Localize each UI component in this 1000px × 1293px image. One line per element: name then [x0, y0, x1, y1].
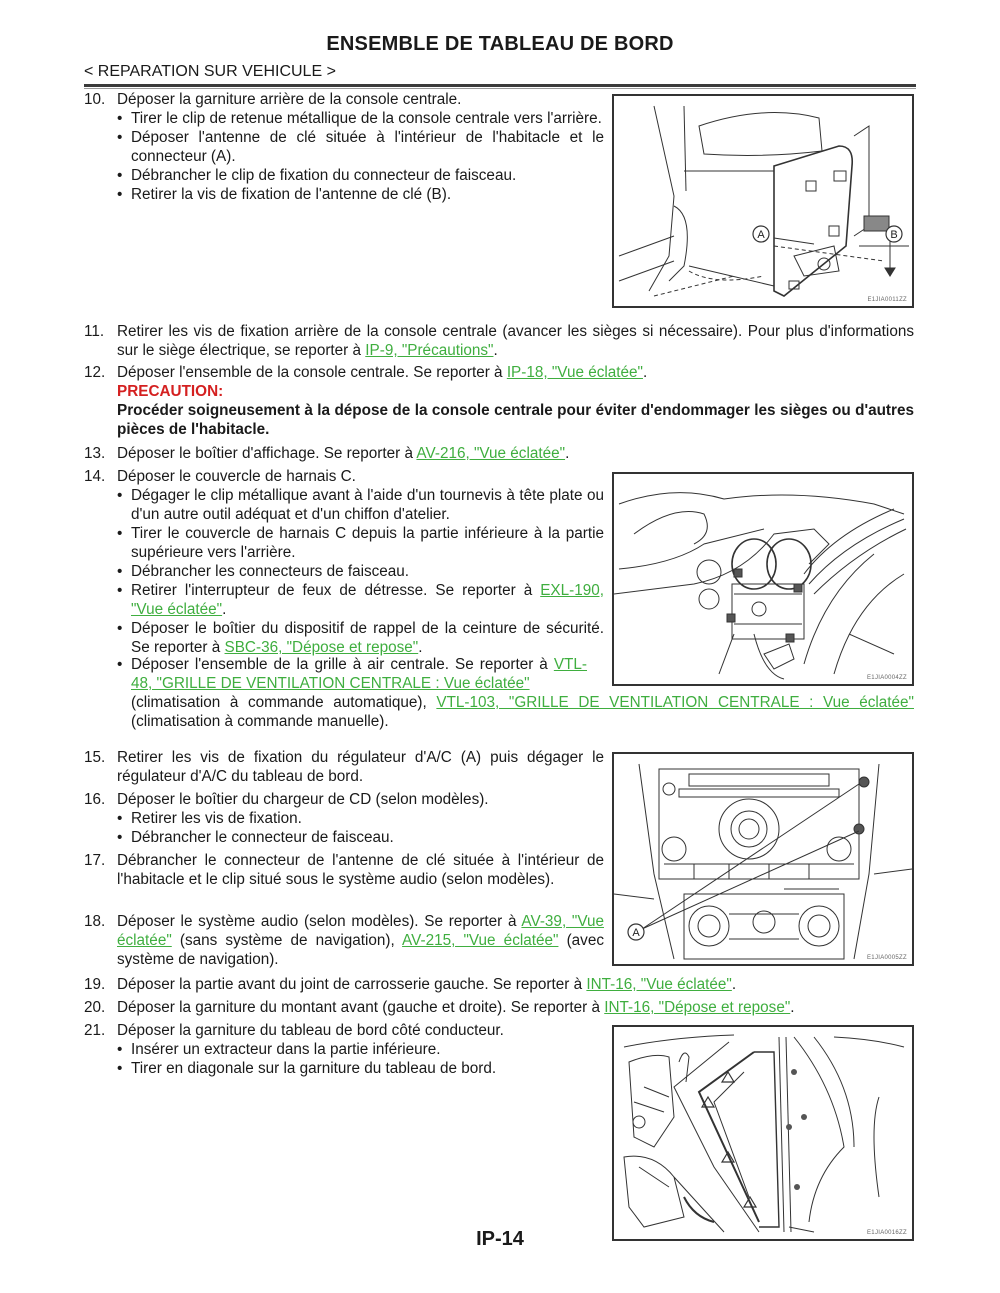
step-11	[84, 322, 914, 360]
svg-text:A: A	[632, 927, 640, 939]
step-text: Déposer la garniture du tableau de bord côté conducteur.	[117, 1022, 504, 1039]
step-text: Déposer le boîtier d'affichage. Se reporter à	[117, 445, 417, 462]
driver-trim-illustration	[614, 1027, 912, 1239]
punct: .	[642, 364, 648, 381]
step-text: Retirer les vis de fixation arrière de la console centrale (avancer les sièges si nécessaire). Pour plus d'informations sur le siège électrique, se reporter à	[117, 323, 914, 359]
step-number: 12.	[84, 364, 106, 381]
figure-harness-cover	[612, 472, 914, 686]
header-divider-thin	[84, 88, 916, 89]
bullet-text: Déposer le boîtier du dispositif de rappel de la ceinture de sécurité. Se reporter à	[131, 620, 604, 656]
bullet-item: • Insérer un extracteur dans la partie inférieure.	[117, 1040, 604, 1059]
link-sbc-36-depose-repose[interactable]: SBC-36, "Dépose et repose"	[224, 639, 419, 656]
figure-console-rear-trim	[612, 94, 914, 308]
link-int-16-depose-repose[interactable]: INT-16, "Dépose et repose"	[604, 999, 791, 1016]
bullet-item: • Tirer le couvercle de harnais C depuis la partie inférieure à la partie supérieure vers l'arrière.	[117, 524, 604, 562]
link-ip-9-precautions[interactable]: IP-9, "Précautions"	[365, 342, 494, 359]
figure-driver-side-trim	[612, 1025, 914, 1241]
step-14-bullet-vent-cont	[84, 693, 914, 731]
step-number: 20.	[84, 999, 106, 1016]
step-text: Débrancher le connecteur de l'antenne de clé située à l'intérieur de l'habitacle et le clip situé sous le système audio (selon modèles).	[117, 852, 604, 888]
step-number: 17.	[84, 852, 106, 869]
bullet-item: • Tirer en diagonale sur la garniture du tableau de bord.	[117, 1059, 604, 1078]
step-13	[84, 444, 914, 463]
punct: .	[731, 976, 737, 993]
bullet-item: • Dégager le clip métallique avant à l'aide d'un tournevis à tête plate ou d'un autre outil adéquat et d'un chiffon d'atelier.	[117, 486, 604, 524]
step-number: 18.	[84, 913, 106, 930]
console-trim-illustration	[614, 96, 912, 306]
step-text: Déposer la garniture arrière de la console centrale.	[117, 91, 462, 108]
bullet-item: • Retirer les vis de fixation.	[117, 809, 604, 828]
bullet-text: Déposer l'ensemble de la grille à air centrale. Se reporter à	[131, 656, 554, 673]
step-text: (avec système de navigation).	[117, 932, 604, 968]
bullet-item: • Débrancher le clip de fixation du connecteur de faisceau.	[117, 166, 604, 185]
link-av-215-vue-eclatee[interactable]: AV-215, "Vue éclatée"	[402, 932, 559, 949]
figure-ac-controller	[612, 752, 914, 966]
step-number: 21.	[84, 1022, 106, 1039]
step-number: 10.	[84, 91, 106, 108]
svg-text:A: A	[757, 229, 765, 241]
step-text: Déposer la garniture du montant avant (gauche et droite). Se reporter à	[117, 999, 605, 1016]
step-text: Déposer le système audio (selon modèles). Se reporter à	[117, 913, 522, 930]
bullet-item: • Déposer l'antenne de clé située à l'intérieur de l'habitacle et le connecteur (A).	[117, 128, 604, 166]
punct: .	[790, 999, 795, 1016]
section-label: < REPARATION SUR VEHICULE >	[84, 63, 336, 80]
link-vtl-103-grille-ventilation[interactable]: VTL-103, "GRILLE DE VENTILATION CENTRALE : Vue éclatée"	[436, 694, 914, 711]
step-number: 13.	[84, 445, 106, 462]
bullet-text: (climatisation à commande manuelle).	[131, 713, 389, 730]
link-av-216-vue-eclatee[interactable]: AV-216, "Vue éclatée"	[416, 445, 566, 462]
step-number: 14.	[84, 468, 106, 485]
ac-controller-illustration	[614, 754, 912, 964]
caution-text: Procéder soigneusement à la dépose de la console centrale pour éviter d'endommager les sièges ou d'autres pièces de l'habitacle.	[117, 402, 914, 438]
clip-markers	[702, 1072, 756, 1207]
step-16	[84, 790, 604, 847]
step-number: 16.	[84, 791, 106, 808]
step-number: 15.	[84, 749, 106, 766]
link-int-16-vue-eclatee[interactable]: INT-16, "Vue éclatée"	[586, 976, 732, 993]
link-ip-18-vue-eclatee[interactable]: IP-18, "Vue éclatée"	[506, 364, 643, 381]
figure-id: E1JIA0004ZZ	[867, 675, 907, 681]
punct: .	[222, 601, 227, 618]
step-number: 11.	[84, 323, 105, 340]
step-15	[84, 748, 604, 786]
step-text: (sans système de navigation),	[171, 932, 403, 949]
figure-id: E1JIA0005ZZ	[867, 955, 907, 961]
page-title: ENSEMBLE DE TABLEAU DE BORD	[326, 33, 674, 55]
link-exl-190-vue-eclatee[interactable]: EXL-190, "Vue éclatée"	[131, 582, 604, 618]
figure-id: E1JIA0011ZZ	[867, 297, 907, 303]
bullet-item	[117, 619, 604, 657]
svg-text:B: B	[890, 229, 898, 241]
callout-a	[753, 226, 769, 242]
step-17	[84, 851, 604, 889]
step-number: 19.	[84, 976, 106, 993]
step-14	[84, 467, 604, 657]
step-text: Déposer l'ensemble de la console centrale. Se reporter à	[117, 364, 507, 381]
bullet-item	[117, 581, 604, 619]
step-21	[84, 1021, 604, 1078]
punct: .	[418, 639, 423, 656]
callout-b	[886, 226, 902, 242]
bullet-item: • Tirer le clip de retenue métallique de la console centrale vers l'arrière.	[117, 109, 604, 128]
link-vtl-48-grille-ventilation[interactable]: VTL-48, "GRILLE DE VENTILATION CENTRALE : Vue éclatée"	[131, 656, 587, 692]
bullet-item: • Retirer la vis de fixation de l'antenne de clé (B).	[117, 185, 604, 204]
punct: .	[493, 342, 498, 359]
page-number: IP-14	[476, 1228, 524, 1250]
step-text: Retirer les vis de fixation du régulateur d'A/C (A) puis dégager le régulateur d'A/C du tableau de bord.	[117, 749, 604, 785]
bullet-item: • Débrancher le connecteur de faisceau.	[117, 828, 604, 847]
step-text: Déposer le couvercle de harnais C.	[117, 468, 356, 485]
bullet-text: Retirer l'interrupteur de feux de détresse. Se reporter à	[131, 582, 541, 599]
bullet-text: (climatisation à commande automatique),	[131, 694, 437, 711]
step-12	[84, 363, 914, 439]
callout-a	[628, 924, 644, 940]
step-18	[84, 912, 604, 969]
step-text: Déposer le boîtier du chargeur de CD (selon modèles).	[117, 791, 489, 808]
step-10	[84, 90, 604, 204]
caution-label: PRECAUTION:	[117, 383, 224, 400]
header-divider	[84, 84, 916, 87]
figure-id: E1JIA0016ZZ	[867, 1230, 907, 1236]
step-19	[84, 975, 914, 994]
harness-cover-illustration	[614, 474, 912, 684]
bullet-item: • Débrancher les connecteurs de faisceau.	[117, 562, 604, 581]
bullet-item	[117, 655, 587, 693]
step-20	[84, 998, 914, 1017]
link-av-39-vue-eclatee[interactable]: AV-39, "Vue éclatée"	[117, 913, 604, 949]
punct: .	[565, 445, 570, 462]
step-text: Déposer la partie avant du joint de carrosserie gauche. Se reporter à	[117, 976, 587, 993]
